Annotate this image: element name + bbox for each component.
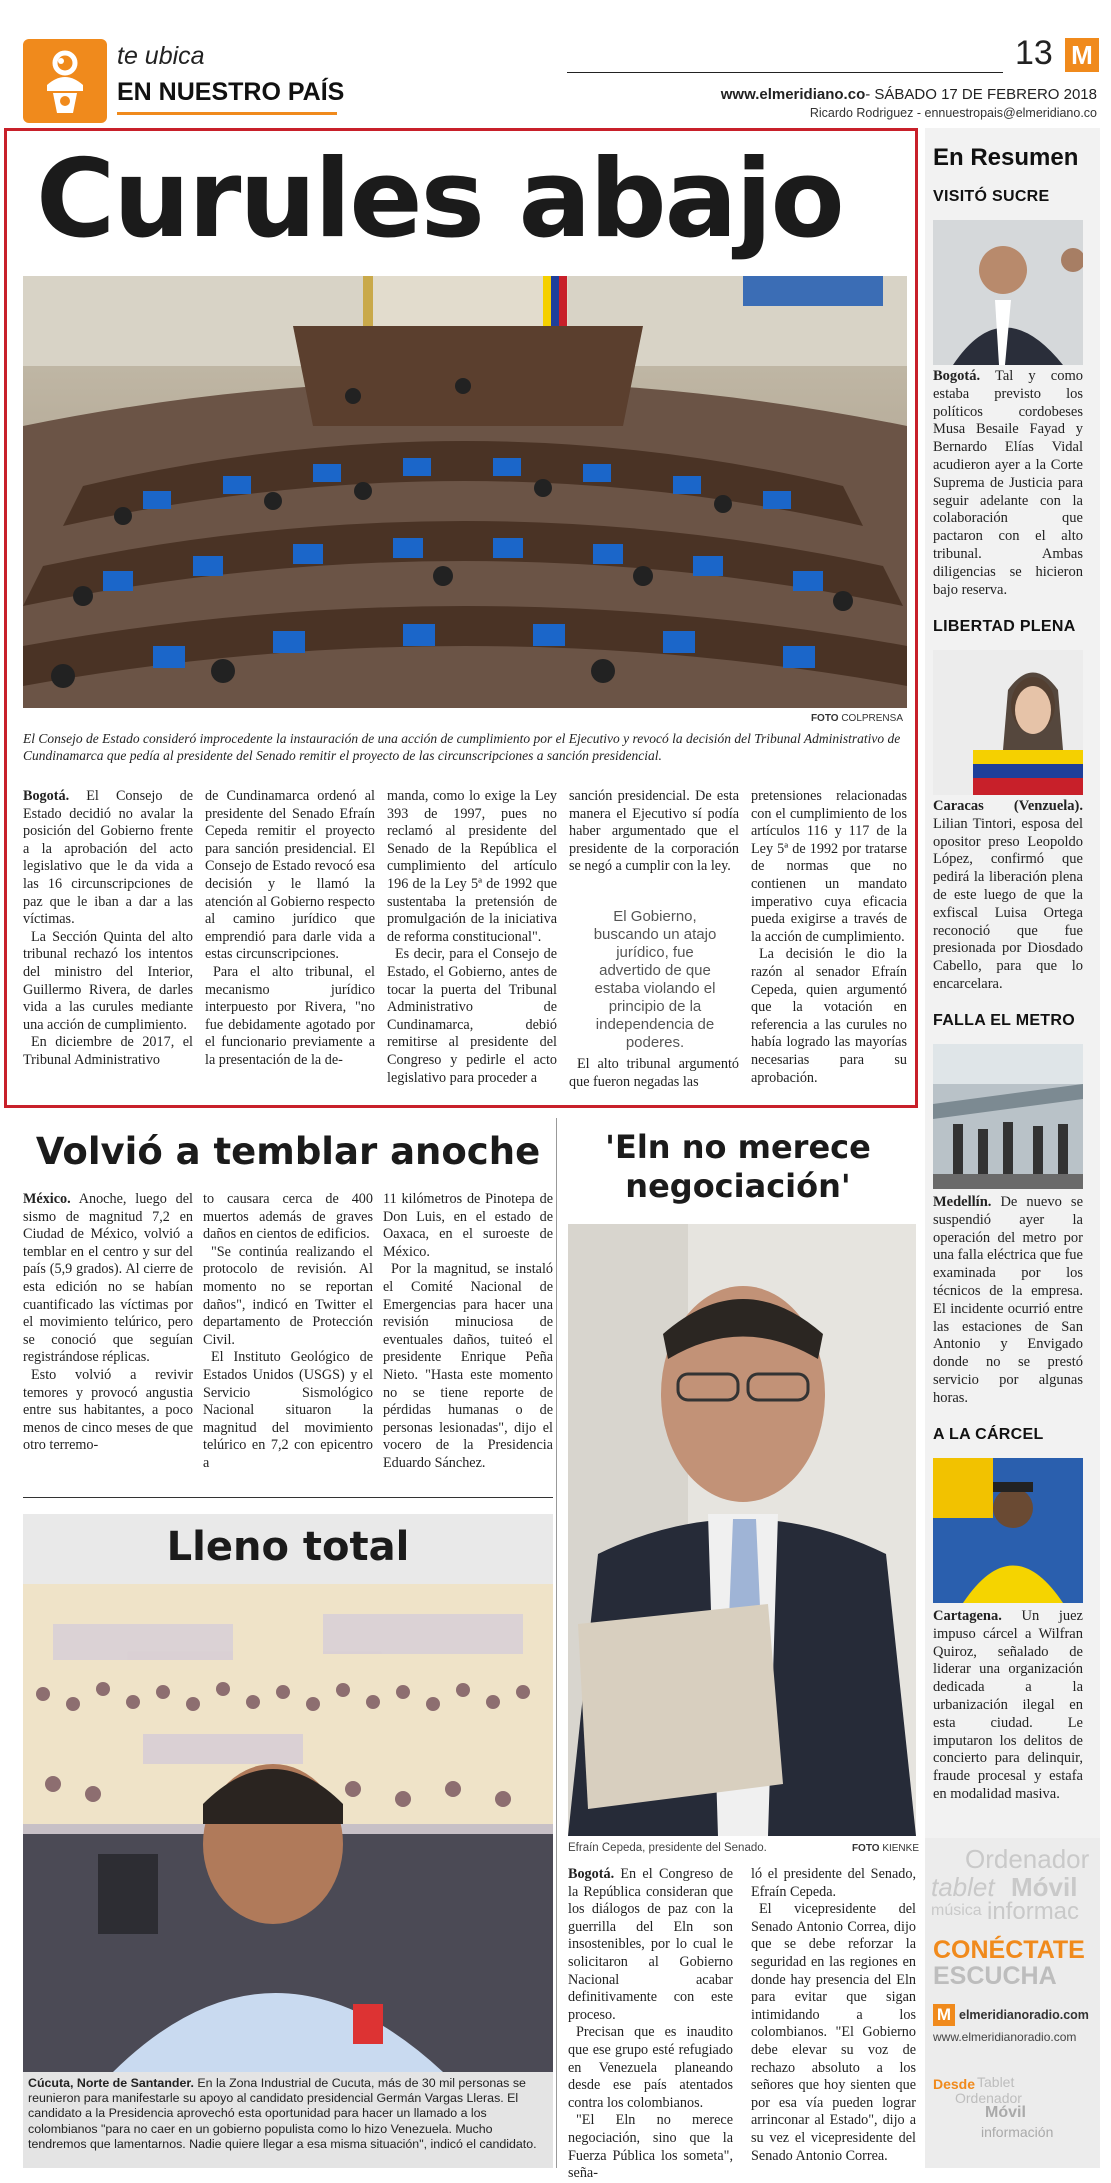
- metro-photo: [933, 1044, 1083, 1189]
- lead-column-1: Bogotá. El Consejo de Estado decidió no avalar la posición del Gobierno frente a la aprobación del acto legislativo que le da vida a las 16 circunscripciones de paz que le iban a dar a las víctimas. La Sección Quinta del alto tribunal rechazó los intentos del ministro del Interior, Guillermo Rivera, de darles vida a las curules mediante una acción de cumplimiento. En diciembre de 2017, el Tribunal Administrativo: [23, 788, 193, 1068]
- ad-cta-2: ESCUCHA: [933, 1962, 1057, 1990]
- section-small-label: te ubica: [117, 42, 205, 70]
- website-link[interactable]: www.elmeridiano.co: [720, 86, 866, 103]
- section-big-label: EN NUESTRO PAÍS: [117, 78, 345, 106]
- sidebar-item-head-4: A LA CÁRCEL: [933, 1426, 1044, 1443]
- ad-word-1: Ordenador: [965, 1844, 1090, 1874]
- full-headline: Lleno total: [166, 1524, 410, 1570]
- rally-photo: [23, 1584, 553, 2072]
- lead-pullquote: El Gobierno, buscando un atajo jurídico, fue advertido de que estaba violando el principio de la independencia de poderes.: [593, 908, 717, 1051]
- lead-photo-credit: FOTO COLPRENSA: [810, 713, 903, 724]
- quake-rule: [23, 1497, 553, 1498]
- lead-column-3: manda, como lo exige la Ley 393 de 1997, pues no reclamó al presidente del Senado de la República el cumplimiento del artículo 196 de la Ley 5ª de 1992 que sustentaba la pretensión de promulgación de la iniciativa de reforma constitucional". Es decir, para el Consejo de Estado, el Gobierno, antes de tocar la puerta del Tribunal Administrativo de Cundinamarca, debió remitirse al presidente del Congreso y pedirle el acto legislativo para proceder a: [387, 788, 557, 1086]
- byline: Ricardo Rodriguez - ennuestropais@elmeridiano.co: [809, 106, 1097, 120]
- ad-word-5: informac: [987, 1898, 1080, 1925]
- sidebar-item-head-1: VISITÓ SUCRE: [933, 188, 1050, 205]
- quake-headline: Volvió a temblar anoche: [35, 1130, 541, 1173]
- header-dateline: [721, 86, 1097, 103]
- eln-headline: 'Eln no merece negociación': [605, 1128, 871, 1205]
- sidebar-item-text-3: Medellín. De nuevo se suspendió ayer la operación del metro por una falla eléctrica que fue examinada por los técnicos de la empresa. El incidente ocurrió entre las estaciones de San Antonio y Envigado donde no se prestó servicio por algunas horas.: [933, 1194, 1083, 1406]
- page-number: 13: [1015, 34, 1053, 72]
- lead-column-2: de Cundinamarca ordenó al presidente del Senado Efraín Cepeda remitir el proyecto para sanción presidencial. El Consejo de Estado revocó esa decisión y le llamó la atención al Gobierno respecto al camino jurídico que emprendió para darle vida a estas circunscripciones. Para el alto tribunal, el mecanismo jurídico interpuesto por Rivera, "no fue debidamente agotado por el funcionario previamente a la presentación de la de-: [205, 788, 375, 1068]
- cepeda-photo: [568, 1224, 916, 1836]
- section-logo: [23, 39, 107, 123]
- sidebar-item-text-2: Caracas (Venzuela). Lilian Tintori, esposa del opositor preso Leopoldo López, confirmó que pedirá la liberación plena de este luego de que la exfiscal Luisa Ortega reconoció que fue presionada por Diosdado Cabello, para que lo encarcelara.: [933, 798, 1083, 992]
- sidebar-item-head-3: FALLA EL METRO: [933, 1012, 1075, 1029]
- header-underline: [117, 112, 337, 115]
- sucre-photo: [933, 220, 1083, 365]
- quake-column-1: México. Anoche, luego del sismo de magnitud 7,2 en Ciudad de México, volvió a temblar en el centro y sur del país (5,9 grados). Al cierre de esta edición no se habían cuantificado las víctimas por el movimiento telúrico, pero se conoció que seguían registrándose réplicas. Esto volvió a revivir temores y provocó angustia entre sus habitantes, a poco menos de cinco meses de que otro terremo-: [23, 1191, 193, 1454]
- lead-column-5: pretensiones relacionadas con el cumplimiento de los artículos 116 y 117 de la Ley 5ª de 1992 por tratarse de normas que no contienen un mandato imperativo cuya eficacia pueda exigirse a través de la acción de cumplimiento. La decisión le dio la razón al senador Efraín Cepeda, quien argumentó que la votación en referencia a las curules no había logrado las mayorías necesarias para su aprobación.: [751, 788, 907, 1086]
- ad-footer-4: Móvil: [985, 2104, 1026, 2121]
- ad-footer-2: Tablet: [977, 2074, 1015, 2090]
- ad-word-3: Móvil: [1011, 1872, 1078, 1902]
- ad-radio-name: elmeridianoradio.com: [959, 2008, 1089, 2022]
- senate-chamber-photo: [23, 276, 907, 708]
- ad-radio-url[interactable]: www.elmeridianoradio.com: [933, 2030, 1077, 2044]
- eln-column-1: Bogotá. En el Congreso de la República consideran que los diálogos de paz con la guerrilla del Eln son insostenibles, por lo cual le solicitaron al Gobierno Nacional acabar definitivamente con este proceso. Precisan que es inaudito que ese grupo esté refugiado en Venezuela planeando desde ese país atentados contra los colombianos. "El Eln no merece negociación, sino que la Fuerza Pública los someta", seña-: [568, 1866, 733, 2182]
- radio-logo-icon: M: [933, 2004, 955, 2026]
- rally-caption: Cúcuta, Norte de Santander. En la Zona Industrial de Cucuta, más de 30 mil personas se reunieron para manifestarle su apoyo al candidato presidencial Germán Vargas Lleras. El candidato a la Presidencia aprovechó esta oportunidad para hacer un llamado a los colombianos "para no caer en un gobierno populista como lo hizo Venezuela. Mucho tendremos que lamentarnos. Nadie quiere llegar a esa misma situación", indicó el candidato.: [28, 2076, 537, 2151]
- cepeda-photo-credit: FOTO KIENKE: [851, 1843, 919, 1854]
- cepeda-photo-caption: Efraín Cepeda, presidente del Senado.: [568, 1842, 767, 1854]
- issue-date: - SÁBADO 17 DE FEBRERO 2018: [865, 86, 1097, 103]
- meridiano-logo-icon: M: [1065, 38, 1099, 72]
- header-rule: [567, 72, 1003, 73]
- ad-cta-1: CONÉCTATE: [933, 1936, 1085, 1964]
- lead-column-4: sanción presidencial. De esta manera el Ejecutivo sí podía haber argumentado que el presidente de la corporación se negó a cumplir con la ley.: [569, 788, 739, 875]
- lead-column-4b: El alto tribunal argumentó que fueron negadas las: [569, 1056, 739, 1090]
- radio-ad[interactable]: [925, 1838, 1100, 2168]
- ad-word-4: música: [931, 1902, 982, 1919]
- tintori-photo: [933, 650, 1083, 795]
- person-icon: [23, 39, 107, 123]
- ad-footer-1: Desde: [933, 2076, 976, 2092]
- ad-footer-5: información: [981, 2124, 1054, 2140]
- sidebar-item-text-4: Cartagena. Un juez impuso cárcel a Wilfran Quiroz, señalado de liderar una organización dedicada a la urbanización ilegal en esta ciudad. Le imputaron los delitos de concierto para delinquir, fraude procesal y estafa en modalidad masiva.: [933, 1608, 1083, 1802]
- eln-column-2: ló el presidente del Senado, Efraín Cepeda. El vicepresidente del Senado Antonio Correa, dijo que se debe reforzar la seguridad en las regiones en donde hay presencia del Eln para evitar que sigan intimidando a los colombianos. "El Gobierno debe elevar su voz de rechazo absoluto a los señores que hoy sienten que por esa vía pueden lograr arrinconar al Estado", dijo a su vez el vicepresidente del Senado Antonio Correa.: [751, 1866, 916, 2164]
- ad-word-2: tablet: [931, 1872, 995, 1902]
- sidebar-item-text-1: Bogotá. Tal y como estaba previsto los políticos cordobeses Musa Besaile Fayad y Bernardo Elías Vidal acudieron ayer a la Corte Suprema de Justicia para seguir adelante con la colaboración que pactaron con el alto tribunal. Ambas diligencias se hicieron bajo reserva.: [933, 368, 1083, 598]
- lead-caption: El Consejo de Estado consideró improcedente la instauración de una acción de cumplimiento por el Ejecutivo y revocó la decisión del Tribunal Administrativo de Cundinamarca que pedía al presidente del Senado remitir el proyecto de las circunscripciones a sanción presidencial.: [23, 731, 901, 763]
- sidebar-item-head-2: LIBERTAD PLENA: [933, 618, 1076, 635]
- lead-headline: Curules abajo: [36, 137, 843, 262]
- sidebar-title: En Resumen: [933, 144, 1079, 171]
- column-divider: [556, 1118, 557, 2168]
- quake-column-3: 11 kilómetros de Pinotepa de Don Luis, en el estado de Oaxaca, en el suroeste de México. Por la magnitud, se instaló el Comité Nacional de Emergencias para hacer una revisión minuciosa de eventuales daños, tuiteó el presidente Enrique Peña Nieto. "Hasta este momento no se tiene reporte de pérdidas humanas o de personas lesionadas", dijo el vocero de la Presidencia Eduardo Sánchez.: [383, 1191, 553, 1471]
- ad-footer-3: Ordenador: [955, 2090, 1022, 2106]
- quake-column-2: to causara cerca de 400 muertos además de graves daños en cientos de edificios. "Se continúa realizando el protocolo de revisión. Al momento no se reportan daños", indicó en Twitter el departamento de Protección Civil. El Instituto Geológico de Estados Unidos (USGS) y el Servicio Sismológico Nacional situaron la magnitud del movimiento telúrico en 7,2 con epicentro a: [203, 1191, 373, 1471]
- jail-photo: [933, 1458, 1083, 1603]
